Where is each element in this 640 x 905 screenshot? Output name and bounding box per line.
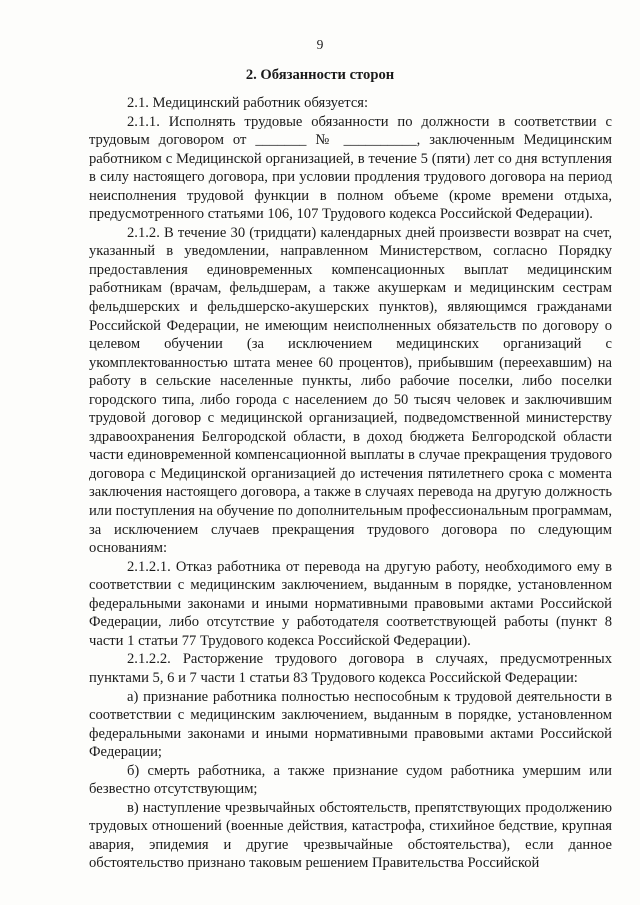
- paragraph-item-b: б) смерть работника, а также признание судом работника умершим или безвестно отсутствующим;: [89, 762, 612, 798]
- paragraph-2-1-2-1: 2.1.2.1. Отказ работника от перевода на другую работу, необходимого ему в соответствии с медицинским заключением, выданным в порядке, установленном федеральными законами и иными нормативными правовыми актами Российской Федерации, либо отсутствие у работодателя соответствующей работы (пункт 8 части 1 статьи 77 Трудового кодекса Российской Федерации).: [89, 558, 612, 649]
- paragraph-2-1-2: 2.1.2. В течение 30 (тридцати) календарных дней произвести возврат на счет, указанный в уведомлении, направленном Министерством, согласно Порядку предоставления единовременных компенсационных выплат медицинским работникам (врачам, фельдшерам, а также акушеркам и медицинским сестрам фельдшерских и фельдшерско-акушерских пунктов), являющимся гражданами Российской Федерации, не имеющим неисполненных обязательств по договору о целевом обучении (за исключением медицинских организаций с укомплектованностью штата менее 60 процентов), прибывшим (переехавшим) на работу в сельские населенные пункты, либо рабочие поселки, либо поселки городского типа, либо города с населением до 50 тысяч человек и заключившим трудовой договор с медицинской организацией, подведомственной министерству здравоохранения Белгородской области, в доход бюджета Белгородской области части единовременной компенсационной выплаты в случае прекращения трудового договора с Медицинской организацией до истечения пятилетнего срока с момента заключения настоящего договора, а также в случаях перевода на другую должность или поступления на обучение по дополнительным профессиональным программам, за исключением случаев прекращения трудового договора по следующим основаниям:: [89, 224, 612, 557]
- paragraph-item-v: в) наступление чрезвычайных обстоятельств, препятствующих продолжению трудовых отношений (военные действия, катастрофа, стихийное бедствие, крупная авария, эпидемия и другие чрезвычайные обстоятельства), если данное обстоятельство признано таковым решением Правительства Российской: [89, 799, 612, 872]
- page-number: 9: [316, 37, 324, 52]
- paragraph-2-1: 2.1. Медицинский работник обязуется:: [127, 95, 369, 111]
- paragraph-item-a: а) признание работника полностью неспособным к трудовой деятельности в соответствии с медицинским заключением, выданным в порядке, установленном федеральными законами и иными нормативными правовыми актами Российской Федерации;: [89, 688, 612, 761]
- paragraph-2-1-2-2: 2.1.2.2. Расторжение трудового договора в случаях, предусмотренных пунктами 5, 6 и 7 части 1 статьи 83 Трудового кодекса Российской Федерации:: [89, 651, 612, 686]
- document-body: [89, 94, 612, 873]
- section-heading: 2. Обязанности сторон: [245, 67, 395, 83]
- paragraph-2-1-1: 2.1.1. Исполнять трудовые обязанности по должности в соответствии с трудовым договором от _______ № __________, заключенным Медицинским работником с Медицинской организацией, в течение 5 (пяти) лет со дня вступления в силу настоящего договора, при условии продления трудового договора на период неисполнения трудовой функции в полном объеме (кроме времени отдыха, предусмотренного статьями 106, 107 Трудового кодекса Российской Федерации).: [89, 113, 612, 223]
